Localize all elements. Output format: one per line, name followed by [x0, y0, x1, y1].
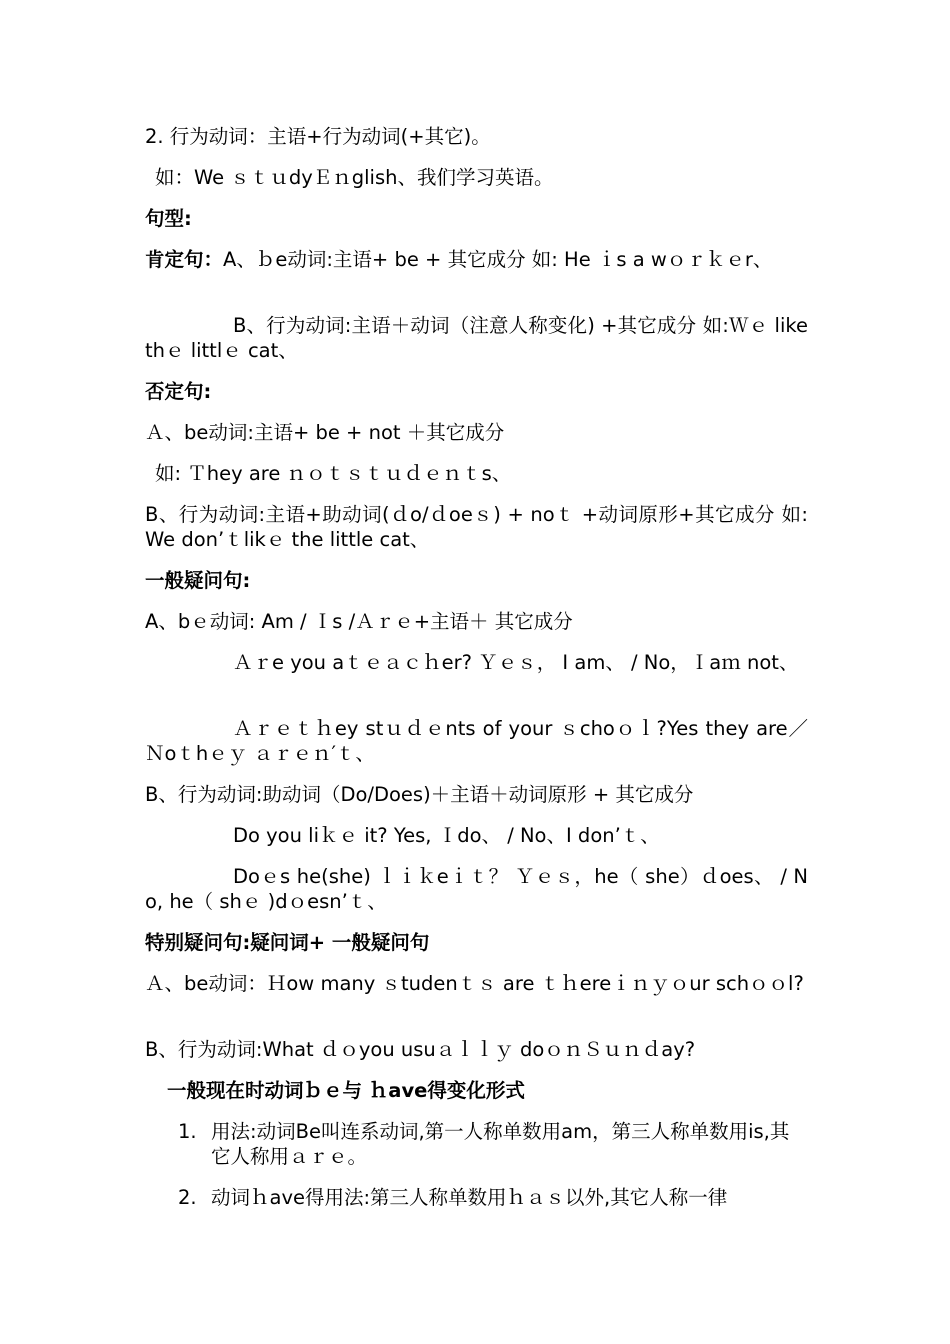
paragraph-question-b: B、行为动词:助动词（Do/Does)＋主语＋动词原形 + 其它成分 — [145, 783, 694, 806]
paragraph-question-example-2: Ａｒｅｔｈey stｕｄｅnts of your ｓchoｏｌ?Yes they are／Ｎoｔhｅｙ ａｒｅｎ′ｔ、 — [145, 717, 808, 765]
heading-sentence-patterns: 句型: — [145, 207, 192, 230]
paragraph-affirmative-a — [145, 247, 808, 272]
paragraph-special-b: B、行为动词:What ｄｏyou usuａｌｌｙ doｏｎＳｕｎｄay? — [145, 1038, 696, 1061]
paragraph-verb-structure: 2. 行为动词：主语+行为动词(+其它)。 — [145, 125, 491, 148]
list-item-2 — [178, 1185, 808, 1210]
list-number: 2. — [178, 1186, 197, 1209]
paragraph-negative-a: Ａ、be动词:主语+ be + not ＋其它成分 — [145, 421, 505, 444]
paragraph-question-example-1: Ａｒe you aｔｅａｃｈer? Ｙｅｓ， I am、 / No，Ｉaｍ not、 — [233, 651, 799, 674]
paragraph-question-example-3: Do you liｋｅ it? Yes, Ｉdo、 / No、I don’ｔ、 — [233, 824, 660, 847]
heading-negative: 否定句: — [145, 380, 212, 403]
heading-special-question: 特别疑问句:疑问词+ 一般疑问句 — [145, 931, 430, 954]
list-item-1 — [178, 1119, 808, 1169]
paragraph-negative-b: B、行为动词:主语+助动词(ｄo/ｄoeｓ) + noｔ +动词原形+其它成分 如: We don’ｔlikｅ the little cat、 — [145, 503, 808, 551]
affirmative-a-text: A、ｂe动词:主语+ be + 其它成分 如: He ｉs a wｏｒｋｅr、 — [223, 248, 773, 271]
paragraph-affirmative-b: B、行为动词:主语＋动词（注意人称变化) +其它成分 如:Ｗｅ like thｅ littlｅ cat、 — [145, 314, 808, 362]
paragraph-question-a: A、bｅ动词: Am / Ｉs /Ａｒｅ+主语＋ 其它成分 — [145, 610, 573, 633]
heading-be-have-forms: 一般现在时动词ｂｅ与 ｈave得变化形式 — [167, 1079, 525, 1102]
paragraph-example-study: 如：We ｓｔｕdyＥｎglish、我们学习英语。 — [155, 166, 554, 189]
paragraph-question-example-4: Doｅs he(she) ｌｉｋeｉｔ？ Ｙｅｓ，he（ she）ｄoes、 / No, he（ shｅ )dｏesn’ｔ、 — [145, 865, 808, 913]
list-number: 1. — [178, 1120, 197, 1143]
list-text: 用法:动词Be叫连系动词,第一人称单数用am，第三人称单数用is,其它人称用ａｒｅ。 — [211, 1120, 790, 1168]
label-affirmative: 肯定句： — [145, 248, 224, 271]
heading-general-question: 一般疑问句: — [145, 569, 251, 592]
paragraph-negative-example: 如: Ｔhey are ｎｏｔｓｔｕｄｅｎｔs、 — [155, 462, 512, 485]
paragraph-special-a: Ａ、be动词：Ｈow many ｓtudenｔｓ are ｔｈereｉｎｙｏur schｏｏl? — [145, 972, 804, 995]
list-text: 动词ｈave得用法:第三人称单数用ｈａｓ以外,其它人称一律 — [211, 1186, 728, 1209]
